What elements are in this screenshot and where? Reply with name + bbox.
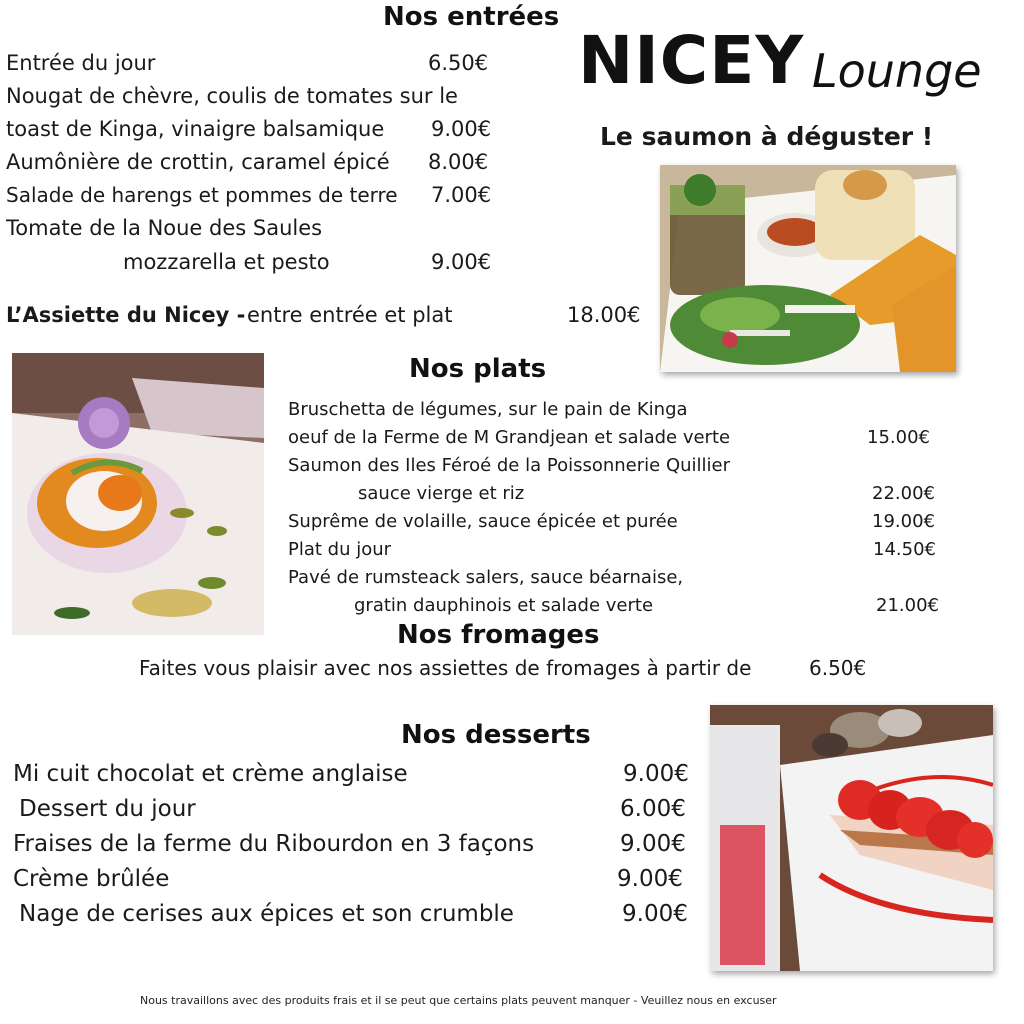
assiette-description: entre entrée et plat [247, 303, 453, 327]
entree-item-name: Nougat de chèvre, coulis de tomates sur le [6, 84, 458, 108]
plat-item-price: 15.00€ [867, 427, 930, 448]
assiette-price: 18.00€ [567, 303, 641, 327]
plat-item-name: Bruschetta de légumes, sur le pain de Kinga [288, 399, 688, 420]
plat-item-price: 22.00€ [872, 483, 935, 504]
dessert-item-price: 9.00€ [622, 901, 688, 927]
plat-item-name: oeuf de la Ferme de M Grandjean et salade verte [288, 427, 731, 448]
dessert-item-name: Nage de cerises aux épices et son crumble [19, 901, 514, 927]
entree-item-name: Aumônière de crottin, caramel épicé [6, 150, 390, 174]
entree-item-price: 9.00€ [431, 117, 492, 141]
dessert-item-price: 9.00€ [623, 761, 689, 787]
footer-note: Nous travaillons avec des produits frais et il se peut que certains plats peuvent manquer - Veuillez nous en excuser [140, 994, 777, 1007]
entree-item-name: Tomate de la Noue des Saules [6, 216, 323, 240]
fromages-title: Nos fromages [397, 620, 600, 650]
dessert-item-name: Dessert du jour [19, 796, 196, 822]
tagline: Le saumon à déguster ! [600, 122, 934, 151]
plat-item-price: 21.00€ [876, 595, 939, 616]
assiette-name: L’Assiette du Nicey - [6, 303, 246, 327]
plat-item-name: Suprême de volaille, sauce épicée et purée [288, 511, 678, 532]
plat-item-price: 19.00€ [872, 511, 935, 532]
plat-item-name: sauce vierge et riz [358, 483, 525, 504]
plat-item-name: Plat du jour [288, 539, 392, 560]
strawberry-dessert-photo [710, 705, 993, 971]
fromages-text: Faites vous plaisir avec nos assiettes de fromages à partir de [139, 656, 752, 680]
brand-suffix: Lounge [812, 44, 982, 98]
entree-item-name: Salade de harengs et pommes de terre [6, 183, 398, 207]
dessert-item-name: Fraises de la ferme du Ribourdon en 3 façons [13, 831, 535, 857]
salmon-plate-photo [660, 165, 956, 372]
entree-item-price: 6.50€ [428, 51, 489, 75]
dessert-item-price: 6.00€ [620, 796, 686, 822]
plat-item-price: 14.50€ [873, 539, 936, 560]
dessert-item-name: Crème brûlée [13, 866, 170, 892]
fromages-price: 6.50€ [809, 656, 867, 680]
entree-item-name: Entrée du jour [6, 51, 156, 75]
brand-logo: NICEY [578, 22, 805, 99]
entree-item-price: 7.00€ [431, 183, 492, 207]
plat-item-name: Pavé de rumsteack salers, sauce béarnaise, [288, 567, 684, 588]
plat-item-name: Saumon des Iles Féroé de la Poissonnerie Quillier [288, 455, 730, 476]
entree-item-price: 9.00€ [431, 250, 492, 274]
entrees-title: Nos entrées [383, 2, 560, 32]
dessert-item-name: Mi cuit chocolat et crème anglaise [13, 761, 408, 787]
plats-title: Nos plats [409, 354, 547, 384]
dessert-item-price: 9.00€ [620, 831, 686, 857]
dessert-item-price: 9.00€ [617, 866, 683, 892]
desserts-title: Nos desserts [401, 720, 591, 750]
plat-item-name: gratin dauphinois et salade verte [354, 595, 654, 616]
starter-dish-photo [12, 353, 264, 635]
entree-item-name: toast de Kinga, vinaigre balsamique [6, 117, 385, 141]
entree-item-price: 8.00€ [428, 150, 489, 174]
entree-item-name: mozzarella et pesto [123, 250, 330, 274]
